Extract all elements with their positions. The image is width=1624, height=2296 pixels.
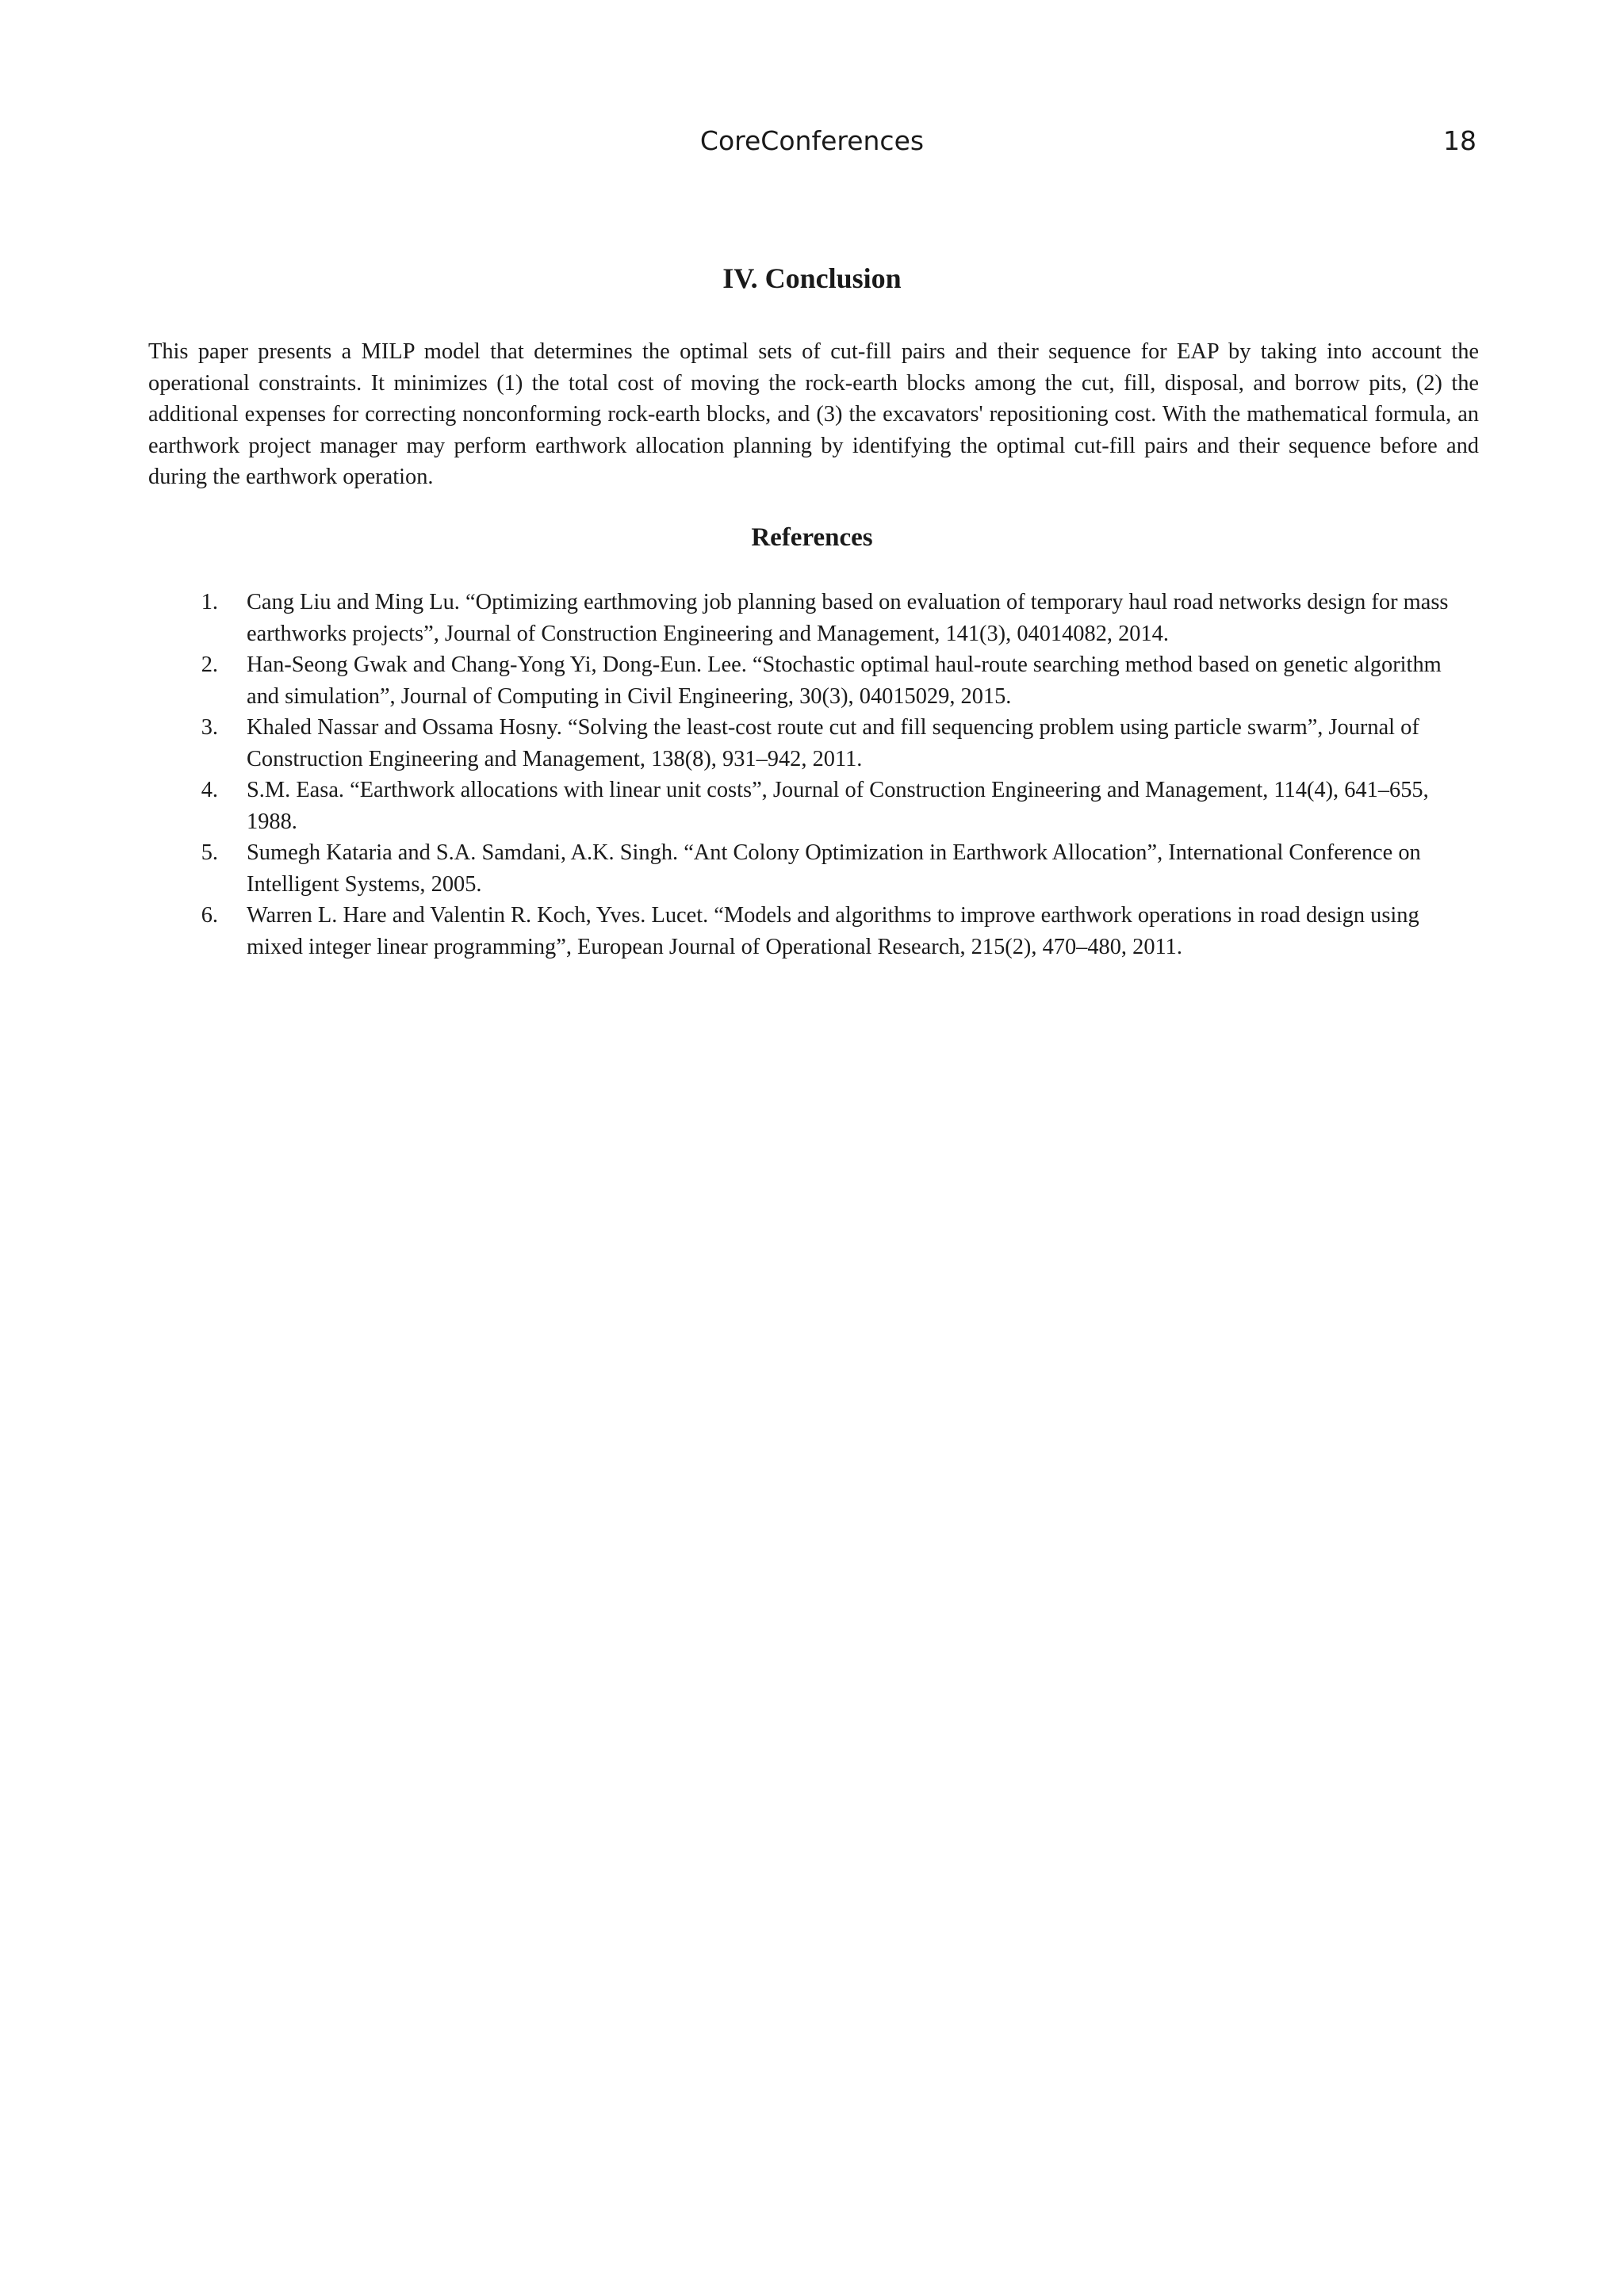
reference-item (194, 649, 1479, 712)
references-heading: References (751, 523, 873, 552)
running-header (0, 125, 1624, 160)
journal-name: CoreConferences (699, 125, 925, 156)
reference-number: 5. (201, 840, 218, 865)
reference-text: Khaled Nassar and Ossama Hosny. “Solving the least-cost route cut and fill sequencing problem using particle swarm”, Journal of Construction Engineering and Management, 138(8), 931–942, 2011. (247, 715, 1419, 771)
references-list (194, 587, 1479, 962)
reference-item (194, 587, 1479, 649)
reference-text: Cang Liu and Ming Lu. “Optimizing earthmoving job planning based on evaluation of temporary haul road networks design for mass earthworks projects”, Journal of Construction Engineering and Management, 141(3), 04014082, 2014. (247, 590, 1449, 646)
reference-item (194, 775, 1479, 837)
reference-text: S.M. Easa. “Earthwork allocations with linear unit costs”, Journal of Construction Engineering and Management, 114(4), 641–655, 1988. (247, 778, 1429, 834)
reference-number: 4. (201, 778, 218, 802)
conclusion-paragraph: This paper presents a MILP model that determines the optimal sets of cut-fill pairs and their sequence for EAP by taking into account the operational constraints. It minimizes (1) the total cost of moving the rock-earth blocks among the cut, fill, disposal, and borrow pits, (2) the additional expenses for correcting nonconforming rock-earth blocks, and (3) the excavators' repositioning cost. With the mathematical formula, an earthwork project manager may perform earthwork allocation planning by identifying the optimal cut-fill pairs and their sequence before and during the earthwork operation. (148, 339, 1479, 489)
reference-text: Sumegh Kataria and S.A. Samdani, A.K. Singh. “Ant Colony Optimization in Earthwork Allocation”, International Conference on Intelligent Systems, 2005. (247, 840, 1421, 897)
reference-number: 3. (201, 715, 218, 740)
reference-number: 1. (201, 590, 218, 614)
reference-number: 2. (201, 652, 218, 677)
reference-item (194, 712, 1479, 775)
reference-number: 6. (201, 903, 218, 928)
page-number: 18 (1443, 125, 1477, 156)
reference-item (194, 900, 1479, 962)
reference-text: Han-Seong Gwak and Chang-Yong Yi, Dong-Eun. Lee. “Stochastic optimal haul-route searching method based on genetic algorithm and simulation”, Journal of Computing in Civil Engineering, 30(3), 04015029, 2015. (247, 652, 1442, 709)
reference-item (194, 837, 1479, 900)
reference-text: Warren L. Hare and Valentin R. Koch, Yves. Lucet. “Models and algorithms to improve earthwork operations in road design using mixed integer linear programming”, European Journal of Operational Research, 215(2), 470–480, 2011. (247, 903, 1419, 959)
conclusion-heading: IV. Conclusion (722, 262, 902, 294)
